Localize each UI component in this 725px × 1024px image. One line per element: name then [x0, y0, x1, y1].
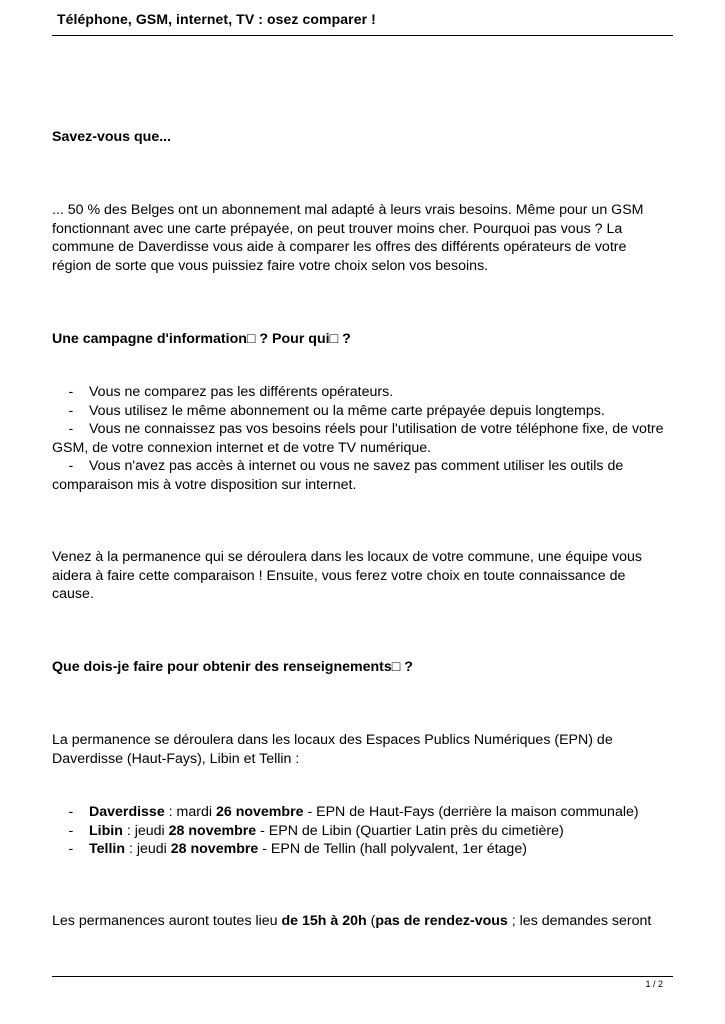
permanence-paragraph: Venez à la permanence qui se déroulera dans les locaux de votre commune, une équipe vous aidera à faire cette comparaison ! Ensuite, vous ferez votre choix en toute connaissance de cause. [52, 549, 642, 602]
target-audience-list [52, 383, 673, 494]
schedule-item-libin: - Libin : jeudi 28 novembre - EPN de Libin (Quartier Latin près du cimetière) [68, 822, 564, 839]
list-item: - Vous ne comparez pas les différents opérateurs. [52, 383, 673, 402]
schedule-item-tellin: - Tellin : jeudi 28 novembre - EPN de Tellin (hall polyvalent, 1er étage) [68, 841, 527, 857]
epn-paragraph: La permanence se déroulera dans les locaux des Espaces Publics Numériques (EPN) de Daverdisse (Haut-Fays), Libin et Tellin : [52, 732, 613, 767]
schedule-list [52, 803, 673, 859]
section-heading-campagne: Une campagne d'information□ ? Pour qui□ ? [52, 331, 351, 347]
closing-paragraph: Les permanences auront toutes lieu de 15h à 20h (pas de rendez-vous ; les demandes seront [52, 913, 652, 929]
list-item: - Vous ne connaissez pas vos besoins réels pour l'utilisation de votre téléphone fixe, de votre GSM, de votre connexion internet et de votre TV numérique. [52, 421, 664, 456]
schedule-item-daverdisse: - Daverdisse : mardi 26 novembre - EPN de Haut-Fays (derrière la maison communale) [68, 804, 639, 820]
page-number: 1 / 2 [645, 979, 663, 989]
list-dash: - [68, 458, 89, 474]
section-heading-renseignements: Que dois-je faire pour obtenir des renseignements□ ? [52, 659, 413, 675]
list-dash: - [68, 384, 89, 400]
list-item: - Vous utilisez le même abonnement ou la même carte prépayée depuis longtemps. [52, 402, 673, 421]
intro-paragraph: ... 50 % des Belges ont un abonnement mal adapté à leurs vrais besoins. Même pour un GSM fonctionnant avec une carte prépayée, on peut trouver moins cher. Pourquoi pas vous ? La commune de Daverdisse vous aide à comparer les offres des différents opérateurs de votre région de sorte que vous puissiez faire votre choix selon vos besoins. [52, 202, 644, 274]
section-heading-savez-vous: Savez-vous que... [52, 129, 172, 145]
list-dash: - [68, 421, 89, 437]
header-divider [52, 35, 673, 36]
list-item: - Vous n'avez pas accès à internet ou vous ne savez pas comment utiliser les outils de comparaison mis à votre disposition sur internet. [52, 458, 624, 493]
list-dash: - [68, 402, 89, 419]
footer-divider [52, 976, 673, 977]
page-header-title: Téléphone, GSM, internet, TV : osez comparer ! [57, 11, 376, 27]
